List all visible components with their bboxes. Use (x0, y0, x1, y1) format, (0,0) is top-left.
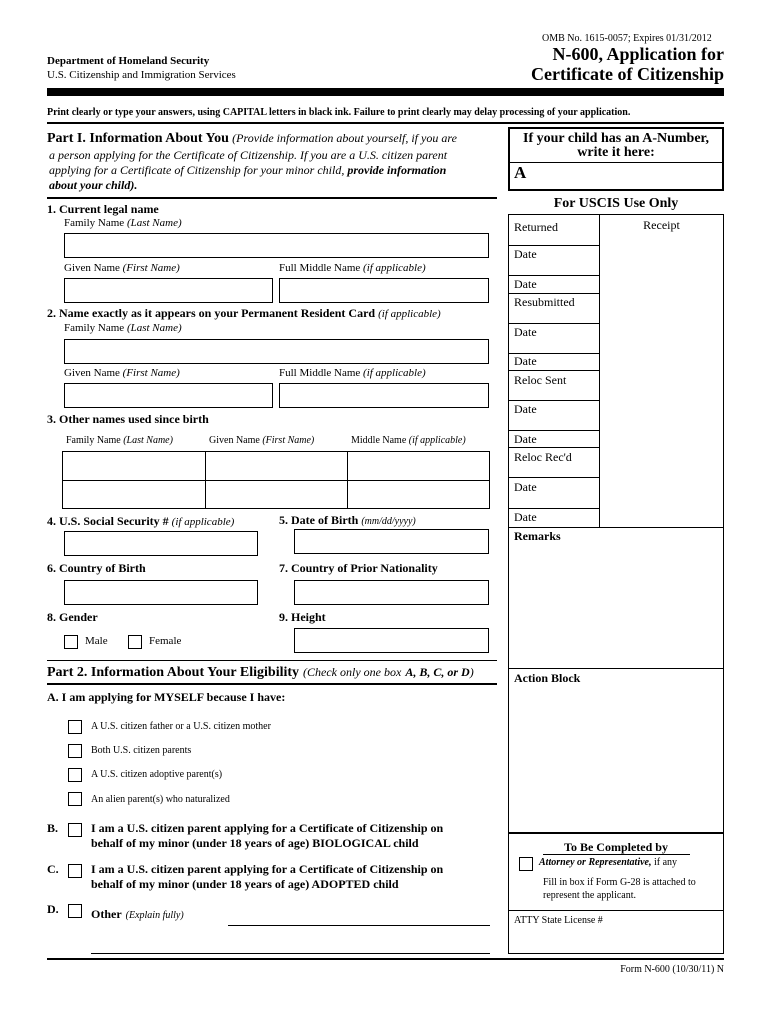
q3-family-header (66, 435, 173, 446)
form-title-line1: N-600, Application for (552, 44, 724, 64)
q3-row2-family-input[interactable] (63, 481, 204, 508)
action-block-label: Action Block (514, 671, 581, 685)
option-b-letter: B. (47, 821, 59, 835)
option-d-explain-line2[interactable] (91, 953, 490, 954)
q1-given-text: Given Name (64, 262, 120, 274)
action-block-divider (508, 668, 724, 669)
q1-label (47, 202, 159, 217)
q2-middle-name-input[interactable] (279, 383, 489, 408)
receipt-label: Receipt (643, 218, 680, 232)
q1-text: Current legal name (59, 202, 159, 216)
option-d-text: Other (91, 907, 122, 921)
part2-hint-c: ) (469, 665, 474, 679)
part1-intro-c (49, 163, 446, 178)
option-d-label (91, 905, 184, 923)
agency-name: U.S. Citizenship and Immigration Services (47, 69, 236, 81)
q2-number: 2. (47, 306, 56, 320)
omb-number: OMB No. 1615-0057; Expires 01/31/2012 (542, 33, 712, 44)
part2-top-rule (47, 660, 497, 661)
part1-intro-d: about your child). (49, 178, 138, 192)
option-c-letter: C. (47, 862, 59, 876)
uscis-row-divider (508, 275, 599, 276)
q1-given-name-input[interactable] (64, 278, 273, 303)
q3-label (47, 412, 209, 427)
q4-number: 4. (47, 514, 56, 528)
q3-text: Other names used since birth (59, 412, 209, 426)
uscis-row-reloc-recd: Reloc Rec'd (514, 450, 572, 464)
part2-rule (47, 683, 497, 685)
q1-given-hint: (First Name) (122, 262, 180, 274)
q2-family-label (64, 322, 182, 334)
date-of-birth-input[interactable] (294, 529, 489, 554)
uscis-row-divider (508, 430, 599, 431)
option-a3-label: A U.S. citizen adoptive parent(s) (91, 769, 223, 780)
q1-family-label (64, 217, 182, 229)
tbc-fill-line2: represent the applicant. (543, 890, 637, 901)
option-d-checkbox[interactable] (68, 904, 82, 918)
uscis-row-divider (508, 245, 599, 246)
tbc-attorney-line (539, 857, 677, 868)
height-input[interactable] (294, 628, 489, 653)
tbc-fill-line1: Fill in box if Form G-28 is attached to (543, 877, 696, 888)
q2-label (47, 306, 441, 321)
q3-given-text: Given Name (209, 435, 260, 446)
q6-label (47, 561, 146, 576)
remarks-divider (508, 527, 724, 528)
q4-label (47, 514, 234, 529)
q3-given-hint: (First Name) (262, 435, 315, 446)
q2-given-name-input[interactable] (64, 383, 273, 408)
option-b-line2: behalf of my minor (under 18 years of age) BIOLOGICAL child (91, 836, 419, 850)
q3-middle-text: Middle Name (351, 435, 407, 446)
part1-intro-c-text: applying for a Certificate of Citizenship for your minor child, (49, 163, 345, 177)
part1-rule (47, 197, 497, 199)
tbc-attorney-text: Attorney or Representative, (539, 857, 652, 868)
atty-label: ATTY State License # (514, 915, 603, 926)
uscis-row-returned: Returned (514, 220, 558, 234)
q3-row1-given-input[interactable] (206, 452, 346, 479)
option-a1-label: A U.S. citizen father or a U.S. citizen mother (91, 721, 271, 732)
q1-middle-text: Full Middle Name (279, 262, 361, 274)
tbc-divider (508, 832, 724, 834)
q2-middle-hint: (if applicable) (363, 367, 426, 379)
option-a2-label: Both U.S. citizen parents (91, 745, 192, 756)
header-rule (47, 88, 724, 96)
q8-number: 8. (47, 610, 56, 624)
option-c-line1: I am a U.S. citizen parent applying for a Certificate of Citizenship on (91, 862, 444, 876)
option-c-checkbox[interactable] (68, 864, 82, 878)
option-d-hint: (Explain fully) (125, 910, 184, 921)
q3-middle-hint: (if applicable) (408, 435, 466, 446)
q3-number: 3. (47, 412, 56, 426)
q2-given-text: Given Name (64, 367, 120, 379)
uscis-row-date: Date (514, 510, 537, 524)
q5-label (279, 513, 416, 528)
uscis-row-divider (508, 323, 599, 324)
option-d-explain-line1[interactable] (228, 925, 490, 926)
uscis-row-divider (508, 370, 599, 371)
q8-label (47, 610, 98, 625)
footer-rule (47, 958, 724, 960)
option-a3-checkbox[interactable] (68, 768, 82, 782)
anumber-input[interactable] (530, 164, 720, 189)
option-a4-checkbox[interactable] (68, 792, 82, 806)
q3-row2-middle-input[interactable] (348, 481, 489, 508)
atty-license-input[interactable] (510, 930, 722, 952)
option-d-letter: D. (47, 902, 59, 916)
q2-hint: (if applicable) (378, 308, 441, 320)
tbc-ifany-text: if any (654, 857, 678, 868)
remarks-area[interactable] (510, 545, 722, 667)
q7-text: Country of Prior Nationality (291, 561, 438, 575)
q3-row2-given-input[interactable] (206, 481, 346, 508)
q1-middle-name-input[interactable] (279, 278, 489, 303)
uscis-row-date: Date (514, 325, 537, 339)
anumber-prefix: A (514, 163, 527, 182)
q2-middle-label (279, 367, 426, 379)
gender-male-checkbox[interactable] (64, 635, 78, 649)
q4-hint: (if applicable) (171, 516, 235, 528)
q7-number: 7. (279, 561, 288, 575)
uscis-row-resubmitted: Resubmitted (514, 295, 575, 309)
department-name: Department of Homeland Security (47, 55, 210, 67)
q3-row1-family-input[interactable] (63, 452, 204, 479)
uscis-row-divider (508, 447, 599, 448)
option-c-line2: behalf of my minor (under 18 years of age) ADOPTED child (91, 877, 399, 891)
uscis-row-reloc-sent: Reloc Sent (514, 373, 567, 387)
q7-label (279, 561, 438, 576)
q2-family-text: Family Name (64, 322, 125, 334)
q2-given-hint: (First Name) (122, 367, 180, 379)
gender-female-checkbox[interactable] (128, 635, 142, 649)
receipt-column-divider (599, 214, 600, 527)
uscis-row-divider (508, 293, 599, 294)
uscis-row-divider (508, 400, 599, 401)
q2-middle-text: Full Middle Name (279, 367, 361, 379)
gender-male-label: Male (85, 635, 108, 647)
part1-heading (47, 130, 457, 147)
option-a2-checkbox[interactable] (68, 744, 82, 758)
g28-checkbox[interactable] (519, 857, 533, 871)
instructions-rule (47, 122, 724, 124)
q9-text: Height (291, 610, 326, 624)
country-of-birth-input[interactable] (64, 580, 258, 605)
part1-intro-c-bold: provide information (347, 163, 447, 177)
uscis-row-date: Date (514, 277, 537, 291)
part1-intro-b: a person applying for the Certificate of Citizenship. If you are a U.S. citizen parent (49, 148, 448, 162)
instructions: Print clearly or type your answers, using CAPITAL letters in black ink. Failure to print clearly may delay processing of your application. (47, 107, 631, 118)
uscis-row-date: Date (514, 247, 537, 261)
uscis-row-divider (508, 477, 599, 478)
country-of-prior-nationality-input[interactable] (294, 580, 489, 605)
q8-text: Gender (59, 610, 98, 624)
anumber-title-line2: write it here: (577, 145, 655, 160)
uscis-row-date: Date (514, 480, 537, 494)
q2-given-label (64, 367, 180, 379)
part1-intro-a: (Provide information about yourself, if you are (232, 131, 457, 145)
option-a-label: A. I am applying for MYSELF because I have: (47, 690, 286, 704)
option-b-line1: I am a U.S. citizen parent applying for a Certificate of Citizenship on (91, 821, 444, 835)
part1-title: Part I. Information About You (47, 131, 229, 146)
anumber-divider (510, 162, 722, 163)
q2-family-name-input[interactable] (64, 339, 489, 364)
atty-divider (508, 910, 724, 911)
q9-number: 9. (279, 610, 288, 624)
remarks-label: Remarks (514, 529, 561, 543)
uscis-use-only-title: For USCIS Use Only (553, 196, 679, 211)
uscis-row-divider (508, 508, 599, 509)
form-title-line2: Certificate of Citizenship (531, 64, 724, 84)
part2-hint-a: (Check only one box (303, 665, 402, 679)
q3-given-header (209, 435, 314, 446)
option-a4-label: An alien parent(s) who naturalized (91, 794, 230, 805)
q1-family-hint: (Last Name) (126, 217, 182, 229)
q1-given-label (64, 262, 180, 274)
uscis-row-date: Date (514, 432, 537, 446)
q3-row1-middle-input[interactable] (348, 452, 489, 479)
q3-middle-header (351, 435, 466, 446)
tbc-title: To Be Completed by (564, 840, 668, 854)
part2-heading (47, 663, 474, 681)
q9-label (279, 610, 326, 625)
uscis-row-date: Date (514, 402, 537, 416)
q1-number: 1. (47, 202, 56, 216)
q2-family-hint: (Last Name) (126, 322, 182, 334)
form-id: Form N-600 (10/30/11) N (620, 964, 724, 975)
q5-text: Date of Birth (291, 513, 359, 527)
tbc-title-underline (543, 854, 690, 855)
q6-number: 6. (47, 561, 56, 575)
part2-title: Part 2. Information About Your Eligibility (47, 665, 300, 680)
q1-middle-label (279, 262, 426, 274)
q3-family-text: Family Name (66, 435, 121, 446)
q1-family-name-input[interactable] (64, 233, 489, 258)
q3-family-hint: (Last Name) (123, 435, 173, 446)
option-a1-checkbox[interactable] (68, 720, 82, 734)
q4-text: U.S. Social Security # (59, 514, 169, 528)
ssn-input[interactable] (64, 531, 258, 556)
q5-hint: (mm/dd/yyyy) (361, 516, 416, 527)
q2-text: Name exactly as it appears on your Permanent Resident Card (59, 306, 376, 320)
q1-middle-hint: (if applicable) (363, 262, 426, 274)
part2-hint-b: A, B, C, or D (405, 665, 470, 679)
uscis-row-date: Date (514, 354, 537, 368)
q1-family-text: Family Name (64, 217, 125, 229)
gender-female-label: Female (149, 635, 182, 647)
option-b-checkbox[interactable] (68, 823, 82, 837)
q6-text: Country of Birth (59, 561, 146, 575)
anumber-title-line1: If your child has an A-Number, (523, 131, 709, 146)
q5-number: 5. (279, 513, 288, 527)
